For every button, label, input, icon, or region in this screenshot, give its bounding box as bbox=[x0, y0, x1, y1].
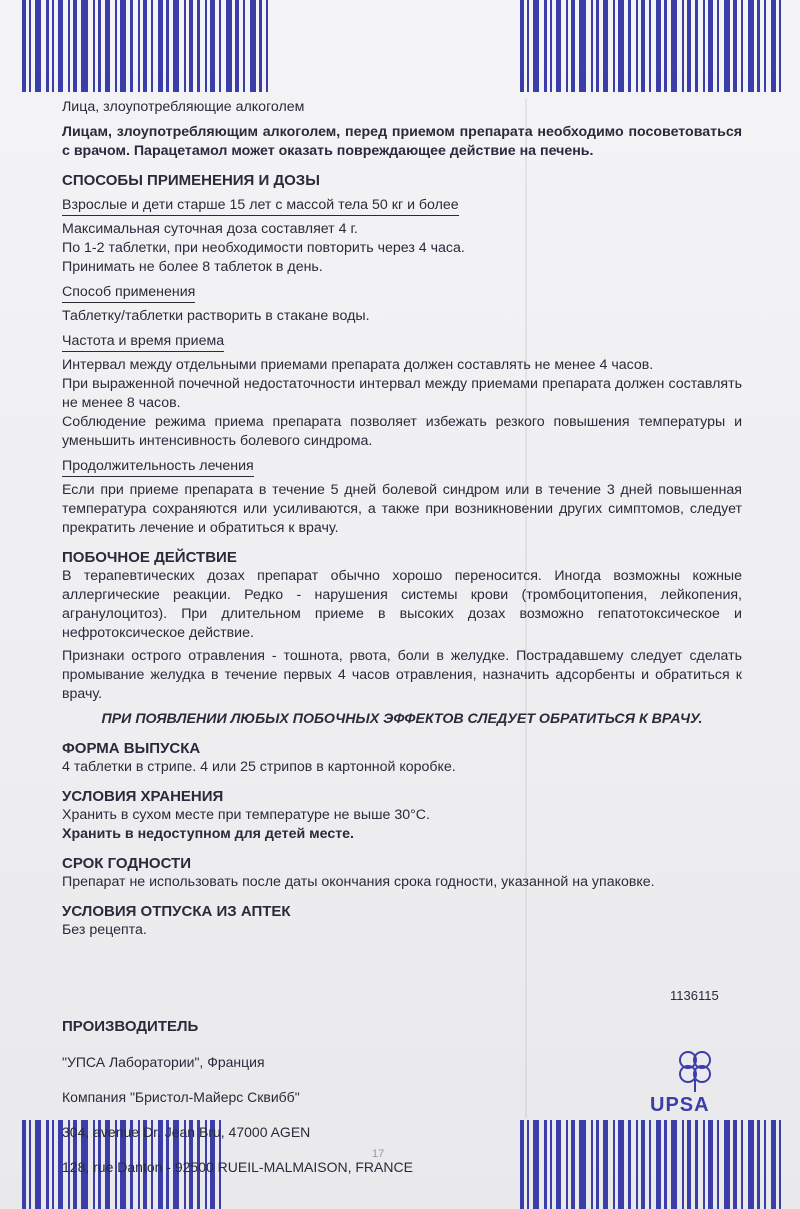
dosage-line: Максимальная суточная доза составляет 4 г. bbox=[62, 221, 358, 237]
barcode-stripe bbox=[724, 0, 730, 92]
barcode-stripe bbox=[219, 0, 221, 92]
barcode-stripe bbox=[579, 0, 586, 92]
barcode-stripe bbox=[603, 1120, 608, 1209]
barcode-stripe bbox=[708, 0, 713, 92]
barcode-stripe bbox=[641, 1120, 645, 1209]
barcode-stripe bbox=[184, 0, 186, 92]
alcohol-subheading: Лица, злоупотребляющие алкоголем bbox=[62, 99, 305, 115]
alcohol-text: Лицам, злоупотребляющим алкоголем, перед приемом препарата необходимо посоветоваться с врачом. Парацетамол может оказать повреждающее действие на печень. bbox=[62, 124, 742, 159]
dosage-heading: СПОСОБЫ ПРИМЕНЕНИЯ И ДОЗЫ bbox=[62, 172, 320, 189]
barcode-stripe bbox=[636, 0, 638, 92]
barcode-stripe bbox=[527, 0, 529, 92]
dispensing-heading: УСЛОВИЯ ОТПУСКА ИЗ АПТЕК bbox=[62, 903, 291, 920]
barcode-stripe bbox=[46, 0, 49, 92]
duration-text: Если при приеме препарата в течение 5 дней болевой синдром или в течение 3 дней повышенная температура сохраняются или усиливаются, а также при возникновении других симптомов, следует прекратить лечение и обратиться к врачу. bbox=[62, 482, 742, 536]
page-number: 17 bbox=[372, 1148, 385, 1160]
shelf-life-text: Препарат не использовать после даты окончания срока годности, указанной на упаковке. bbox=[62, 874, 655, 890]
barcode-stripe bbox=[656, 1120, 661, 1209]
barcode-stripe bbox=[52, 1120, 54, 1209]
barcode-stripe bbox=[687, 1120, 691, 1209]
barcode-stripe bbox=[571, 0, 575, 92]
barcode-stripe bbox=[764, 1120, 766, 1209]
barcode-stripe bbox=[243, 0, 245, 92]
barcode-stripe bbox=[166, 0, 169, 92]
barcode-stripe bbox=[757, 1120, 760, 1209]
barcode-stripe bbox=[757, 0, 760, 92]
storage-text: Хранить в сухом месте при температуре не выше 30°С. bbox=[62, 807, 430, 823]
barcode-stripe bbox=[120, 0, 126, 92]
dosage-line: По 1-2 таблетки, при необходимости повторить через 4 часа. bbox=[62, 240, 465, 256]
barcode-stripe bbox=[703, 1120, 705, 1209]
barcode-stripe bbox=[724, 1120, 730, 1209]
duration-subheading: Продолжительность лечения bbox=[62, 457, 254, 477]
barcode-stripes-top-right bbox=[520, 0, 790, 92]
frequency-line: Интервал между отдельными приемами препарата должен составлять не менее 4 часов. bbox=[62, 357, 654, 373]
barcode-stripe bbox=[266, 0, 268, 92]
barcode-stripe bbox=[98, 0, 101, 92]
leaflet-text bbox=[62, 98, 742, 940]
storage-heading: УСЛОВИЯ ХРАНЕНИЯ bbox=[62, 788, 224, 805]
barcode-stripe bbox=[771, 1120, 776, 1209]
barcode-stripe bbox=[556, 1120, 561, 1209]
barcode-stripe bbox=[613, 1120, 615, 1209]
barcode-stripe bbox=[115, 0, 117, 92]
barcode-stripe bbox=[22, 0, 26, 92]
barcode-stripe bbox=[703, 0, 705, 92]
barcode-stripe bbox=[550, 0, 552, 92]
barcode-stripe bbox=[210, 0, 215, 92]
upsa-logo-text: UPSA bbox=[650, 1094, 710, 1116]
barcode-stripe bbox=[544, 0, 547, 92]
barcode-stripe bbox=[733, 1120, 737, 1209]
barcode-stripe bbox=[641, 0, 645, 92]
barcode-stripe bbox=[664, 0, 667, 92]
barcode-stripe bbox=[29, 0, 31, 92]
dosage-subheading: Взрослые и дети старше 15 лет с массой тела 50 кг и более bbox=[62, 196, 459, 216]
barcode-stripe bbox=[695, 0, 698, 92]
barcode-stripe bbox=[733, 0, 737, 92]
barcode-stripe bbox=[226, 0, 232, 92]
barcode-stripe bbox=[682, 0, 684, 92]
manufacturer-heading: ПРОИЗВОДИТЕЛЬ bbox=[62, 1018, 199, 1035]
barcode-stripe bbox=[138, 0, 140, 92]
barcode-stripe bbox=[748, 1120, 754, 1209]
manufacturer-line: 304, avenue Dr. Jean Bru, 47000 AGEN bbox=[62, 1124, 311, 1140]
barcode-stripe bbox=[22, 1120, 26, 1209]
barcode-stripe bbox=[527, 1120, 529, 1209]
barcode-stripe bbox=[556, 0, 561, 92]
manufacturer-line: Компания "Бристол-Майерс Сквибб" bbox=[62, 1089, 300, 1105]
frequency-subheading: Частота и время приема bbox=[62, 332, 224, 352]
shelf-life-heading: СРОК ГОДНОСТИ bbox=[62, 855, 191, 872]
barcode-stripe bbox=[58, 0, 63, 92]
barcode-stripe bbox=[143, 0, 147, 92]
barcode-stripe bbox=[46, 1120, 49, 1209]
barcode-stripe bbox=[664, 1120, 667, 1209]
barcode-stripe bbox=[682, 1120, 684, 1209]
barcode-stripe bbox=[596, 0, 599, 92]
barcode-stripe bbox=[656, 0, 661, 92]
barcode-stripe bbox=[189, 0, 193, 92]
barcode-stripe bbox=[671, 0, 677, 92]
barcode-stripe bbox=[571, 1120, 575, 1209]
barcode-stripe bbox=[533, 1120, 539, 1209]
barcode-stripe bbox=[73, 0, 77, 92]
barcode-stripe bbox=[105, 0, 110, 92]
barcode-stripe bbox=[544, 1120, 547, 1209]
barcode-stripe bbox=[741, 1120, 743, 1209]
side-effects-text: В терапевтических дозах препарат обычно хорошо переносится. Иногда возможны кожные аллергические реакции. Редко - нарушения системы крови (тромбоцитопения, лейкопения, агранулоцитоз). При длительном приеме в высоких дозах возможно гепатотоксическое и нефротоксическое действие. bbox=[62, 568, 742, 641]
barcode-stripe bbox=[68, 0, 70, 92]
barcode-stripe bbox=[250, 0, 256, 92]
barcode-stripe bbox=[35, 0, 41, 92]
barcode-stripe bbox=[618, 0, 624, 92]
barcode-stripe bbox=[695, 1120, 698, 1209]
manufacturer-line: "УПСА Лаборатории", Франция bbox=[62, 1054, 265, 1070]
barcode-stripe bbox=[93, 0, 95, 92]
barcode-stripes-top-left bbox=[22, 0, 278, 92]
dispensing-text: Без рецепта. bbox=[62, 922, 147, 938]
barcode-stripe bbox=[550, 1120, 552, 1209]
barcode-stripe bbox=[35, 1120, 41, 1209]
barcode-stripe bbox=[566, 0, 568, 92]
barcode-stripe bbox=[566, 1120, 568, 1209]
barcode-stripe bbox=[197, 0, 200, 92]
barcode-stripe bbox=[748, 0, 754, 92]
barcode-stripe bbox=[649, 0, 651, 92]
frequency-line: Соблюдение режима приема препарата позволяет избежать резкого повышения температуры и уменьшить интенсивность болевого синдрома. bbox=[62, 414, 742, 449]
storage-children-text: Хранить в недоступном для детей месте. bbox=[62, 826, 354, 842]
barcode-stripe bbox=[151, 0, 153, 92]
barcode-stripe bbox=[649, 1120, 651, 1209]
side-effects-warning: ПРИ ПОЯВЛЕНИИ ЛЮБЫХ ПОБОЧНЫХ ЭФФЕКТОВ СЛЕДУЕТ ОБРАТИТЬСЯ К ВРАЧУ. bbox=[101, 711, 703, 727]
barcode-stripe bbox=[158, 0, 163, 92]
barcode-stripe bbox=[764, 0, 766, 92]
barcode-stripe bbox=[628, 0, 631, 92]
barcode-stripe bbox=[130, 0, 133, 92]
form-text: 4 таблетки в стрипе. 4 или 25 стрипов в картонной коробке. bbox=[62, 759, 456, 775]
barcode-stripe bbox=[771, 0, 776, 92]
barcode-stripe bbox=[613, 0, 615, 92]
manufacturer-block bbox=[62, 1016, 413, 1192]
barcode-stripe bbox=[618, 1120, 624, 1209]
barcode-stripe bbox=[579, 1120, 586, 1209]
barcode-stripe bbox=[173, 0, 179, 92]
barcode-stripe bbox=[52, 0, 54, 92]
dosage-line: Принимать не более 8 таблеток в день. bbox=[62, 259, 323, 275]
barcode-stripe bbox=[603, 0, 608, 92]
barcode-stripe bbox=[259, 0, 262, 92]
barcode-stripe bbox=[591, 0, 593, 92]
method-text: Таблетку/таблетки растворить в стакане воды. bbox=[62, 308, 370, 324]
manufacturer-line: 128, rue Danton - 92500 RUEIL-MALMAISON, FRANCE bbox=[62, 1159, 413, 1175]
barcode-stripes-bottom-right bbox=[520, 1120, 790, 1209]
barcode-stripe bbox=[520, 1120, 524, 1209]
barcode-stripe bbox=[596, 1120, 599, 1209]
barcode-stripe bbox=[687, 0, 691, 92]
barcode-stripe bbox=[708, 1120, 713, 1209]
barcode-stripe bbox=[636, 1120, 638, 1209]
side-effects-heading: ПОБОЧНОЕ ДЕЙСТВИЕ bbox=[62, 549, 237, 566]
barcode-stripe bbox=[779, 0, 781, 92]
form-heading: ФОРМА ВЫПУСКА bbox=[62, 740, 201, 757]
barcode-stripe bbox=[717, 1120, 719, 1209]
barcode-stripe bbox=[81, 0, 88, 92]
method-subheading: Способ применения bbox=[62, 283, 195, 303]
barcode-stripe bbox=[205, 0, 207, 92]
barcode-stripe bbox=[779, 1120, 781, 1209]
barcode-stripe bbox=[533, 0, 539, 92]
frequency-line: При выраженной почечной недостаточности интервал между приемами препарата должен составлять не менее 8 часов. bbox=[62, 376, 742, 411]
barcode-stripe bbox=[717, 0, 719, 92]
overdose-text: Признаки острого отравления - тошнота, рвота, боли в желудке. Пострадавшему следует сделать промывание желудка в течение первых 4 часов отравления, назначить адсорбенты и обратиться к врачу. bbox=[62, 648, 742, 702]
barcode-stripe bbox=[591, 1120, 593, 1209]
barcode-stripe bbox=[29, 1120, 31, 1209]
barcode-stripe bbox=[741, 0, 743, 92]
barcode-stripe bbox=[671, 1120, 677, 1209]
barcode-stripe bbox=[628, 1120, 631, 1209]
barcode-stripe bbox=[520, 0, 524, 92]
batch-code: 1136115 bbox=[670, 988, 719, 1003]
barcode-stripe bbox=[235, 0, 239, 92]
